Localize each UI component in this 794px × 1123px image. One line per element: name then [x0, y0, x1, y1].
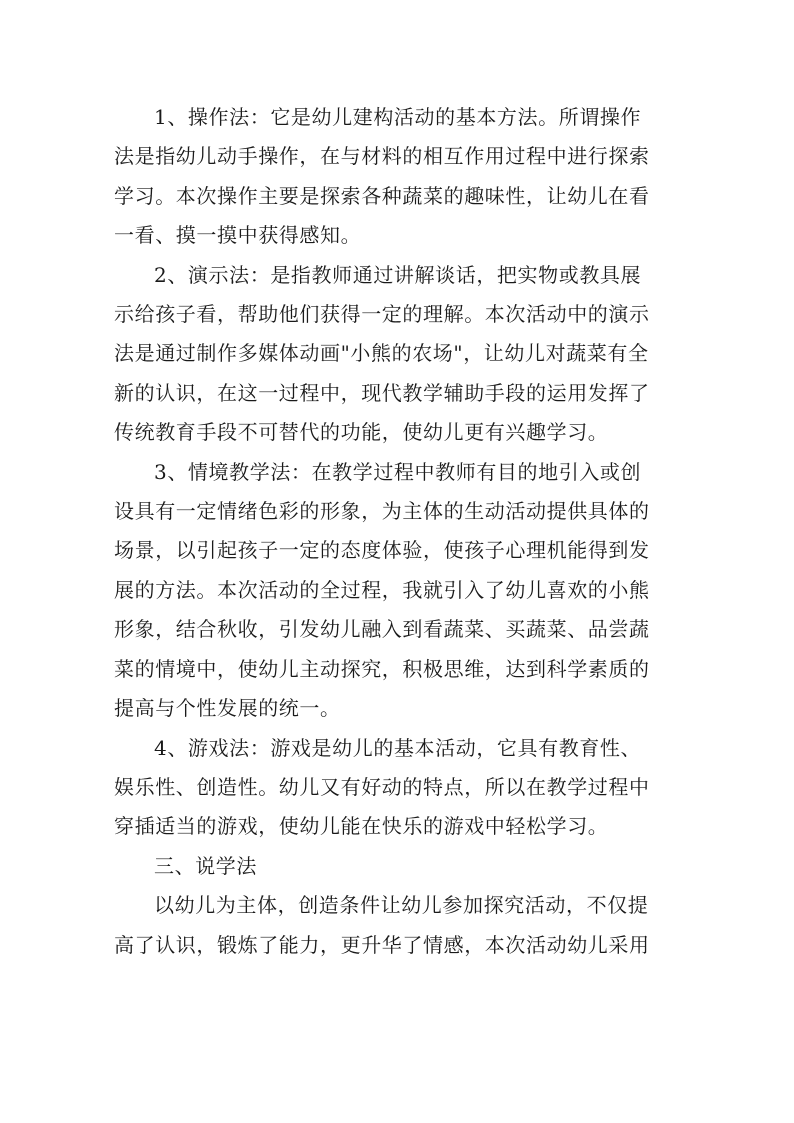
text-line: 穿插适当的游戏，使幼儿能在快乐的游戏中轻松学习。: [114, 814, 609, 839]
paragraph-method-demonstration: [114, 256, 680, 453]
text-line: 学习。本次操作主要是探索各种蔬菜的趣味性，让幼儿在看: [114, 183, 650, 208]
text-line: 新的认识，在这一过程中，现代教学辅助手段的运用发挥了: [114, 380, 650, 405]
paragraph-method-situational: [114, 453, 680, 729]
text-line: 一看、摸一摸中获得感知。: [114, 223, 362, 248]
text-line: 场景，以引起孩子一定的态度体验，使孩子心理机能得到发: [114, 538, 650, 563]
paragraph-learning-method: [114, 886, 680, 965]
text-line: 高了认识，锻炼了能力，更升华了情感，本次活动幼儿采用: [114, 932, 650, 957]
text-line: 法是指幼儿动手操作，在与材料的相互作用过程中进行探索: [114, 144, 650, 169]
text-line: 展的方法。本次活动的全过程，我就引入了幼儿喜欢的小熊: [114, 577, 650, 602]
text-line: 形象，结合秋收，引发幼儿融入到看蔬菜、买蔬菜、品尝蔬: [114, 617, 650, 642]
paragraph-method-operation: [114, 98, 680, 256]
text-line: 传统教育手段不可替代的功能，使幼儿更有兴趣学习。: [114, 420, 609, 445]
text-line: 娱乐性、创造性。幼儿又有好动的特点，所以在教学过程中: [114, 774, 650, 799]
text-line: 示给孩子看，帮助他们获得一定的理解。本次活动中的演示: [114, 302, 650, 327]
text-line: 3、情境教学法：在教学过程中教师有目的地引入或创: [154, 459, 642, 484]
text-line: 三、说学法: [154, 853, 257, 878]
text-line: 法是通过制作多媒体动画"小熊的农场"，让幼儿对蔬菜有全: [114, 341, 649, 366]
text-line: 设具有一定情绪色彩的形象，为主体的生动活动提供具体的: [114, 499, 650, 524]
text-line: 4、游戏法：游戏是幼儿的基本活动，它具有教育性、: [154, 735, 642, 760]
document-body: [114, 98, 680, 965]
section-heading-learning-method: [114, 847, 680, 886]
text-line: 以幼儿为主体，创造条件让幼儿参加探究活动，不仅提: [154, 893, 649, 918]
paragraph-method-game: [114, 729, 680, 847]
text-line: 1、操作法：它是幼儿建构活动的基本方法。所谓操作: [154, 105, 642, 129]
text-line: 2、演示法：是指教师通过讲解谈话，把实物或教具展: [154, 262, 642, 287]
text-line: 提高与个性发展的统一。: [114, 696, 341, 721]
text-line: 菜的情境中，使幼儿主动探究，积极思维，达到科学素质的: [114, 656, 650, 681]
